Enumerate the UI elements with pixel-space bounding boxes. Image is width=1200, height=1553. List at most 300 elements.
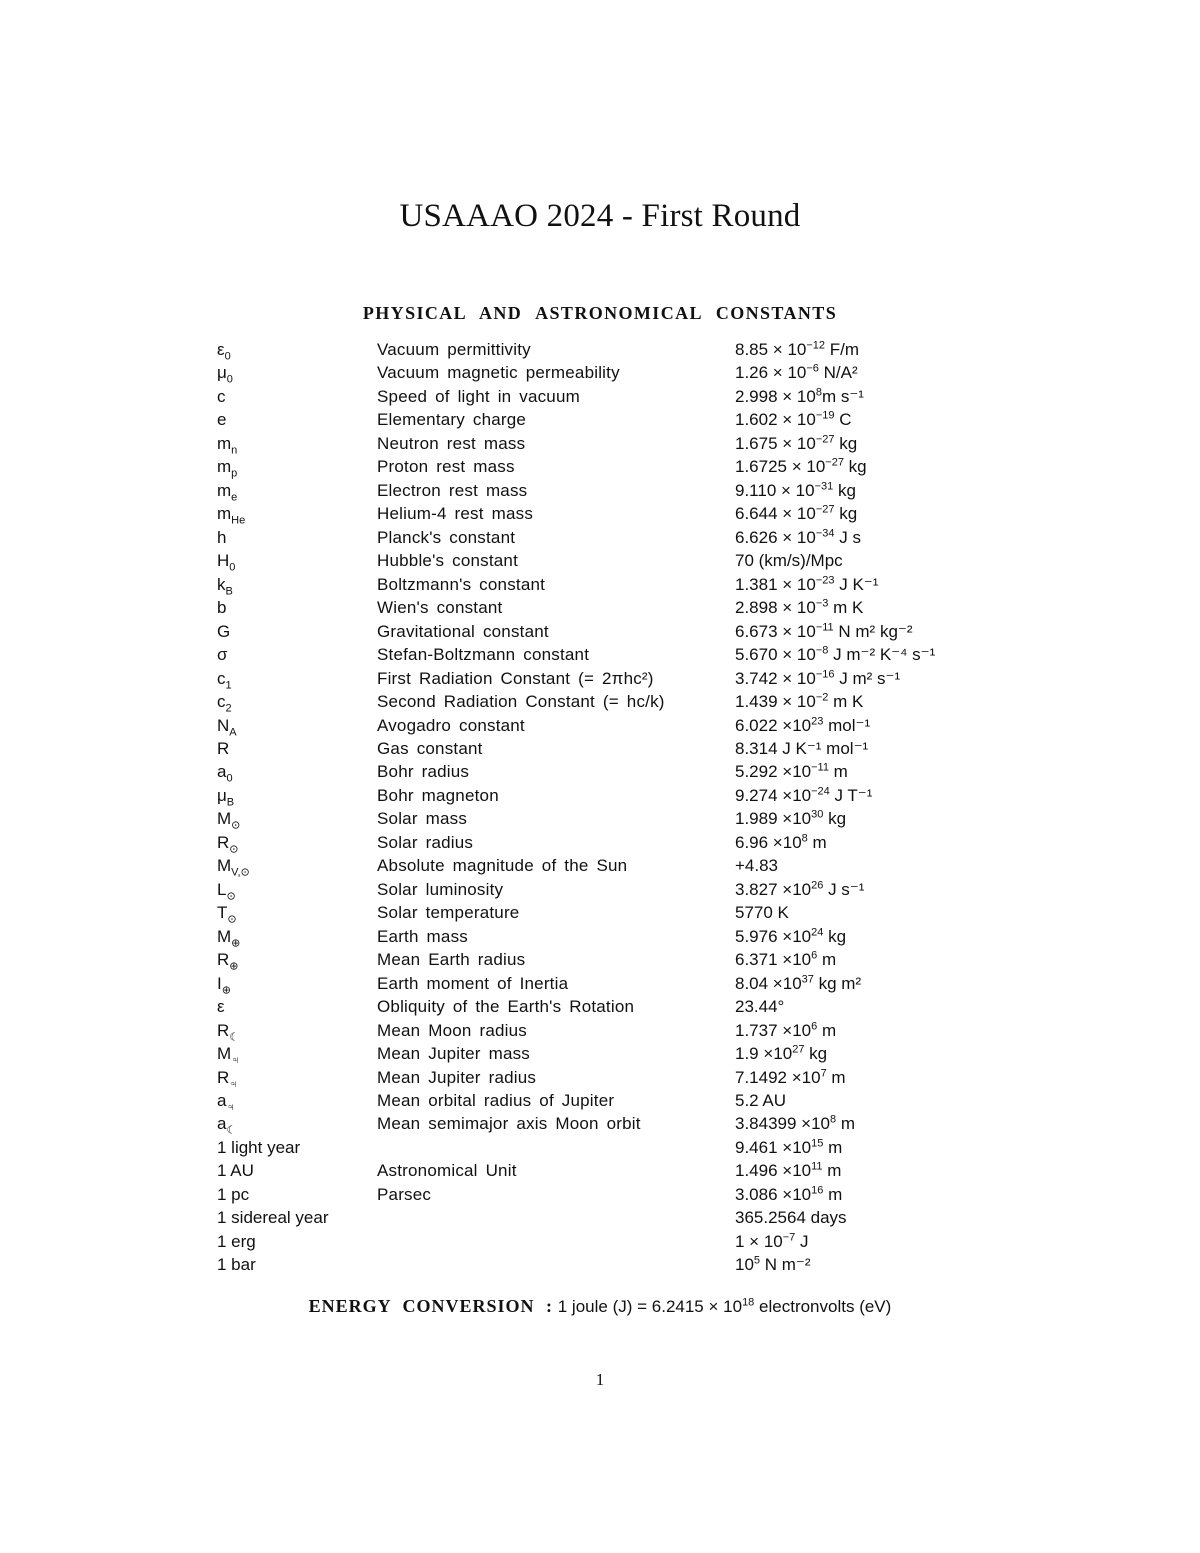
constant-row [217,760,997,783]
constant-symbol-main: 1 bar [217,1255,256,1275]
constant-value-main: 3.742 × 10 [735,668,816,688]
constant-value-main: 9.274 ×10 [735,785,812,805]
constant-symbol [217,972,231,995]
constant-name: Vacuum magnetic permeability [377,363,620,383]
constant-value-main: 1.26 × 10 [735,363,807,383]
constant-row [217,995,997,1018]
constant-value-unit: m [807,832,827,852]
section-heading: PHYSICAL AND ASTRONOMICAL CONSTANTS [362,303,838,323]
constant-symbol-subscript: e [231,491,238,504]
constant-row [217,620,997,643]
constant-name: Neutron rest mass [377,433,526,453]
constant-value-unit: kg [804,1044,828,1064]
constant-symbol [217,338,231,361]
constant-value-main: 9.461 ×10 [735,1137,812,1157]
constant-symbol-main: N [217,715,230,735]
constant-value-exponent: 11 [811,1160,823,1173]
constant-value-main: 3.086 ×10 [735,1184,812,1204]
constant-row [217,667,997,690]
constant-name: Proton rest mass [377,457,515,477]
constant-name: Avogadro constant [377,715,525,735]
constant-value [735,831,827,854]
constant-symbol [217,502,245,525]
constant-value-exponent: 24 [811,926,824,939]
constant-value-main: 5.292 ×10 [735,762,812,782]
constant-symbol-subscript: B [226,796,235,809]
constant-row [217,1253,997,1276]
constant-value [735,1183,842,1206]
energy-conversion-exponent: 18 [742,1296,755,1309]
constant-value-exponent: 23 [811,714,824,727]
constant-value-exponent: 15 [811,1137,824,1150]
constant-name: Wien's constant [377,598,503,618]
constant-row [217,690,997,713]
constant-symbol-subscript: ☾ [226,1124,237,1137]
constant-row [217,1019,997,1042]
constant-value-exponent: −23 [815,574,835,587]
constant-row [217,643,997,666]
constant-symbol [217,807,240,830]
energy-conversion-before: 1 joule (J) = 6.2415 × 10 [553,1297,743,1316]
constant-value-unit: kg [833,480,856,500]
constant-symbol-subscript: ⊙ [226,890,236,903]
constant-value [735,1253,811,1276]
constant-name: Earth moment of Inertia [377,973,569,993]
constant-name: Mean Earth radius [377,950,526,970]
constant-symbol-main: R [217,1067,230,1087]
constant-value-exponent: 30 [811,808,824,821]
constant-value [735,784,872,807]
constant-row [217,1206,997,1229]
constant-row [217,1066,997,1089]
constant-value-unit: C [834,410,852,430]
constant-value-exponent: −7 [782,1231,796,1244]
constant-symbol-main: 1 erg [217,1231,256,1251]
constant-value-unit: kg [823,809,847,829]
constant-value-unit: J [795,1231,809,1251]
constant-value [735,807,846,830]
constant-row [217,854,997,877]
constant-value [735,596,863,619]
constant-symbol [217,1112,236,1135]
constant-value-exponent: 5 [753,1254,761,1267]
constant-symbol-subscript: 0 [229,561,236,574]
energy-conversion [0,1296,1200,1317]
constant-value [735,502,857,525]
constant-value [735,1159,841,1182]
constant-symbol-main: μ [217,363,227,383]
constant-value [735,479,856,502]
constant-symbol [217,596,226,619]
constant-symbol-subscript: ♃ [231,1054,240,1067]
constant-row [217,1159,997,1182]
constant-value-main: 3.84399 ×10 [735,1114,831,1134]
constant-value-main: 1 × 10 [735,1231,783,1251]
constant-name: Electron rest mass [377,480,528,500]
constant-symbol [217,1042,239,1065]
constant-value-unit: m [817,1020,837,1040]
constant-symbol-subscript: ⊙ [231,819,241,832]
constant-value [735,667,900,690]
constant-value-exponent: 6 [811,949,818,962]
constant-value-unit: J s⁻¹ [823,879,865,899]
constant-value [735,643,935,666]
constant-symbol-subscript: ⊕ [229,960,239,973]
constant-symbol-main: c [217,668,226,688]
constant-name: Vacuum permittivity [377,340,531,359]
constant-value [735,760,848,783]
constant-row [217,807,997,830]
constant-value-exponent: −24 [811,785,830,798]
constant-symbol-main: I [217,973,222,993]
constant-value-unit: J s [834,527,861,547]
constant-value-unit: N/A² [818,363,858,383]
constant-row [217,948,997,971]
constant-symbol [217,901,237,924]
constant-value-main: 7.1492 ×10 [735,1067,821,1087]
constant-row [217,1042,997,1065]
constant-value-unit: m [822,1161,842,1181]
constant-row [217,408,997,431]
constant-symbol [217,1136,300,1159]
constant-value [735,878,864,901]
constant-value [735,972,861,995]
constant-row [217,1136,997,1159]
constant-row [217,1230,997,1253]
constant-row [217,784,997,807]
constant-symbol [217,1183,249,1206]
constants-table [217,338,997,1277]
constant-value-exponent: −12 [806,339,826,352]
constant-value-main: 2.898 × 10 [735,598,816,618]
constant-symbol [217,784,234,807]
constant-symbol-main: m [217,433,232,453]
constant-value-exponent: 8 [815,386,822,399]
constant-row [217,737,997,760]
constant-value-main: 6.673 × 10 [735,621,816,641]
constant-symbol [217,385,226,408]
energy-conversion-label: ENERGY CONVERSION : [308,1296,554,1316]
constant-name: Boltzmann's constant [377,574,546,594]
constant-value-unit: m s⁻¹ [821,386,864,406]
constant-value [735,1112,855,1135]
constant-symbol-main: R [217,738,230,758]
constant-symbol-main: R [217,1020,230,1040]
energy-conversion-after: electronvolts (eV) [754,1297,892,1316]
constant-symbol-main: e [217,410,227,430]
constant-symbol [217,1159,254,1182]
constant-symbol-main: σ [217,645,228,665]
constant-value-exponent: −34 [815,527,835,540]
constant-value-main: 5.976 ×10 [735,926,812,946]
page-title: USAAAO 2024 - First Round [399,198,801,234]
constant-symbol [217,1253,256,1276]
constant-value-exponent: 6 [811,1019,818,1032]
constant-value-exponent: 7 [820,1066,827,1079]
constant-value [735,1019,836,1042]
constant-row [217,714,997,737]
constant-value-exponent: 8 [830,1113,837,1126]
constant-symbol [217,549,235,572]
constant-symbol [217,1089,235,1112]
constant-row [217,432,997,455]
constant-value-exponent: −2 [815,691,829,704]
constant-symbol-subscript: B [225,585,233,598]
constant-symbol-subscript: 0 [226,373,233,386]
constant-value-unit: mol⁻¹ [823,715,871,735]
constant-name: Absolute magnitude of the Sun [377,856,628,876]
constant-value-main: 23.44° [735,997,785,1017]
constant-value-main: +4.83 [735,856,779,876]
constant-value-main: 8.04 ×10 [735,973,802,993]
constant-value [735,526,861,549]
constant-symbol-subscript: A [229,725,237,738]
constant-symbol-subscript: 1 [225,678,232,691]
constant-value-main: 1.9 ×10 [735,1044,793,1064]
constant-symbol [217,479,237,502]
constant-row [217,1089,997,1112]
constant-symbol [217,690,232,713]
constant-symbol-main: G [217,621,231,641]
constant-value-exponent: −27 [815,433,835,446]
constant-symbol-main: b [217,598,227,618]
constant-value [735,1206,847,1229]
constant-name: Earth mass [377,926,468,946]
constant-value [735,948,836,971]
constant-name: Solar temperature [377,903,520,923]
constant-symbol [217,620,230,643]
constant-name: First Radiation Constant (= 2πhc²) [377,668,654,688]
constant-value [735,925,846,948]
constant-name: Mean semimajor axis Moon orbit [377,1114,641,1134]
constant-row [217,901,997,924]
constant-row [217,502,997,525]
constant-value-unit: kg [834,504,858,524]
constant-value-main: 10 [735,1255,754,1275]
constant-name: Solar mass [377,809,468,829]
constant-value-main: 6.022 ×10 [735,715,812,735]
constant-value-unit: m [828,762,848,782]
constant-name: Speed of light in vacuum [377,386,580,406]
constant-symbol-main: M [217,809,232,829]
constant-value-unit: N m⁻² [760,1255,811,1275]
constant-value-unit: m [817,950,837,970]
constant-value-main: 1.496 ×10 [735,1161,812,1181]
constant-symbol-subscript: ⊙ [229,843,239,856]
constant-value-unit: m [836,1114,856,1134]
constant-value-main: 1.602 × 10 [735,410,816,430]
constant-value-exponent: −3 [815,597,829,610]
constant-value-unit: J m⁻² K⁻⁴ s⁻¹ [828,645,936,665]
constant-value-main: 1.6725 × 10 [735,457,826,477]
constant-row [217,361,997,384]
constant-symbol-main: L [217,879,227,899]
constant-row [217,338,997,361]
constant-name: Helium-4 rest mass [377,504,534,524]
constant-symbol [217,737,229,760]
constant-symbol-main: H [217,551,230,571]
constant-symbol-main: 1 pc [217,1184,250,1204]
constant-symbol [217,854,250,877]
constant-row [217,596,997,619]
constant-symbol [217,714,237,737]
constant-symbol-main: ε [217,997,225,1017]
constant-value-unit: m [823,1184,843,1204]
constant-value-exponent: −16 [815,667,835,680]
constant-value-unit: kg m² [813,973,862,993]
constant-symbol-subscript: ⊙ [227,913,237,926]
constant-name: Solar radius [377,832,474,852]
constant-symbol [217,948,239,971]
constant-symbol-subscript: n [231,444,238,457]
constant-symbol-subscript: 2 [225,702,232,715]
constant-value-main: 1.989 ×10 [735,809,812,829]
constant-value-exponent: −11 [815,620,834,633]
constant-symbol [217,1230,256,1253]
constant-symbol [217,573,233,596]
constant-name: Mean Moon radius [377,1020,527,1040]
constant-symbol-main: k [217,574,226,594]
constant-name: Gas constant [377,738,483,758]
constant-symbol [217,878,236,901]
constant-value-unit: J m² s⁻¹ [834,668,901,688]
constant-symbol-subscript: 0 [224,350,231,363]
constant-value-exponent: −6 [806,362,819,375]
constant-value-main: 1.675 × 10 [735,433,816,453]
constant-value [735,854,778,877]
constant-symbol [217,432,237,455]
constant-value-unit: N m² kg⁻² [833,621,913,641]
constant-symbol [217,667,232,690]
constant-value-main: 8.314 J K⁻¹ mol⁻¹ [735,738,869,758]
constant-value [735,1230,809,1253]
constant-value [735,1042,827,1065]
constant-name: Solar luminosity [377,879,504,899]
constant-value [735,455,867,478]
constant-value [735,714,870,737]
constant-symbol-main: M [217,856,232,876]
constant-value [735,361,858,384]
constant-value [735,1136,842,1159]
constant-value-exponent: −31 [814,480,834,493]
constant-symbol-subscript: ☾ [229,1030,240,1043]
constant-name: Elementary charge [377,410,527,430]
constant-symbol-main: ε [217,340,225,359]
constant-value-exponent: −11 [811,761,829,774]
constant-symbol-main: m [217,504,232,524]
constant-row [217,573,997,596]
constant-value-exponent: −27 [815,503,835,516]
constant-value [735,549,843,572]
constant-value-main: 70 (km/s)/Mpc [735,551,843,571]
constant-value [735,737,868,760]
constant-name: Stefan-Boltzmann constant [377,645,590,665]
constant-value-unit: J K⁻¹ [834,574,879,594]
energy-conversion-text [553,1297,891,1316]
constant-value [735,1066,846,1089]
constant-value-exponent: −27 [825,456,844,469]
constant-value [735,432,857,455]
constant-value-exponent: −8 [815,644,829,657]
constant-symbol-main: R [217,832,230,852]
constant-value [735,690,863,713]
constant-value [735,338,859,361]
constant-symbol-main: c [217,386,226,406]
constant-symbol-main: T [217,903,228,923]
constant-symbol [217,831,239,854]
constant-symbol [217,1206,329,1229]
constant-symbol-main: a [217,1091,227,1110]
constant-symbol [217,408,226,431]
constant-row [217,878,997,901]
constant-name: Mean orbital radius of Jupiter [377,1091,615,1110]
constant-value-unit: m K [828,598,864,618]
constant-name: Mean Jupiter radius [377,1067,537,1087]
constant-name: Bohr radius [377,762,470,782]
constant-value-main: 1.381 × 10 [735,574,816,594]
constant-symbol-main: m [217,457,232,477]
constant-value-main: 6.626 × 10 [735,527,816,547]
constant-value-main: 6.96 ×10 [735,832,802,852]
constant-row [217,549,997,572]
constant-symbol-subscript: p [231,467,238,480]
constant-symbol-subscript: 0 [226,772,233,785]
constant-value-main: 1.737 ×10 [735,1020,812,1040]
constant-row [217,479,997,502]
constant-value [735,901,789,924]
constant-value [735,620,913,643]
constant-symbol-main: 1 sidereal year [217,1208,329,1228]
constant-name: Gravitational constant [377,621,549,641]
constant-value [735,1089,786,1112]
constant-value-main: 6.644 × 10 [735,504,816,524]
constant-value-unit: kg [834,433,858,453]
constant-name: Planck's constant [377,527,516,547]
constant-value-unit: F/m [825,340,860,359]
constant-symbol-subscript: ♃ [226,1101,235,1114]
constant-value-main: 5.2 AU [735,1091,787,1110]
constant-value-main: 3.827 ×10 [735,879,812,899]
constant-value-exponent: 37 [801,973,814,985]
constant-value-exponent: 26 [811,879,824,892]
constant-symbol-main: m [217,480,232,500]
constant-value-unit: m [826,1067,846,1087]
constant-row [217,1112,997,1135]
constant-symbol [217,643,228,666]
constant-value-unit: J T⁻¹ [829,785,873,805]
constant-value-main: 1.439 × 10 [735,692,816,712]
constant-symbol [217,1066,238,1089]
constant-value-main: 9.110 × 10 [735,480,815,500]
constant-symbol [217,361,233,384]
constant-row [217,1183,997,1206]
constant-value-main: 5.670 × 10 [735,645,816,665]
constant-symbol [217,995,225,1018]
constant-symbol-main: 1 light year [217,1137,301,1157]
constant-name: Obliquity of the Earth's Rotation [377,997,635,1017]
constant-symbol-subscript: He [231,514,246,527]
constant-value-main: 6.371 ×10 [735,950,812,970]
constant-value-unit: kg [843,457,867,477]
constant-row [217,831,997,854]
constant-value-unit: m K [828,692,864,712]
constant-value-exponent: 16 [811,1184,824,1197]
constant-value [735,385,864,408]
constant-symbol-subscript: ⊕ [231,937,241,950]
constant-value [735,573,878,596]
constant-symbol-main: h [217,527,227,547]
constant-name: Parsec [377,1184,432,1204]
